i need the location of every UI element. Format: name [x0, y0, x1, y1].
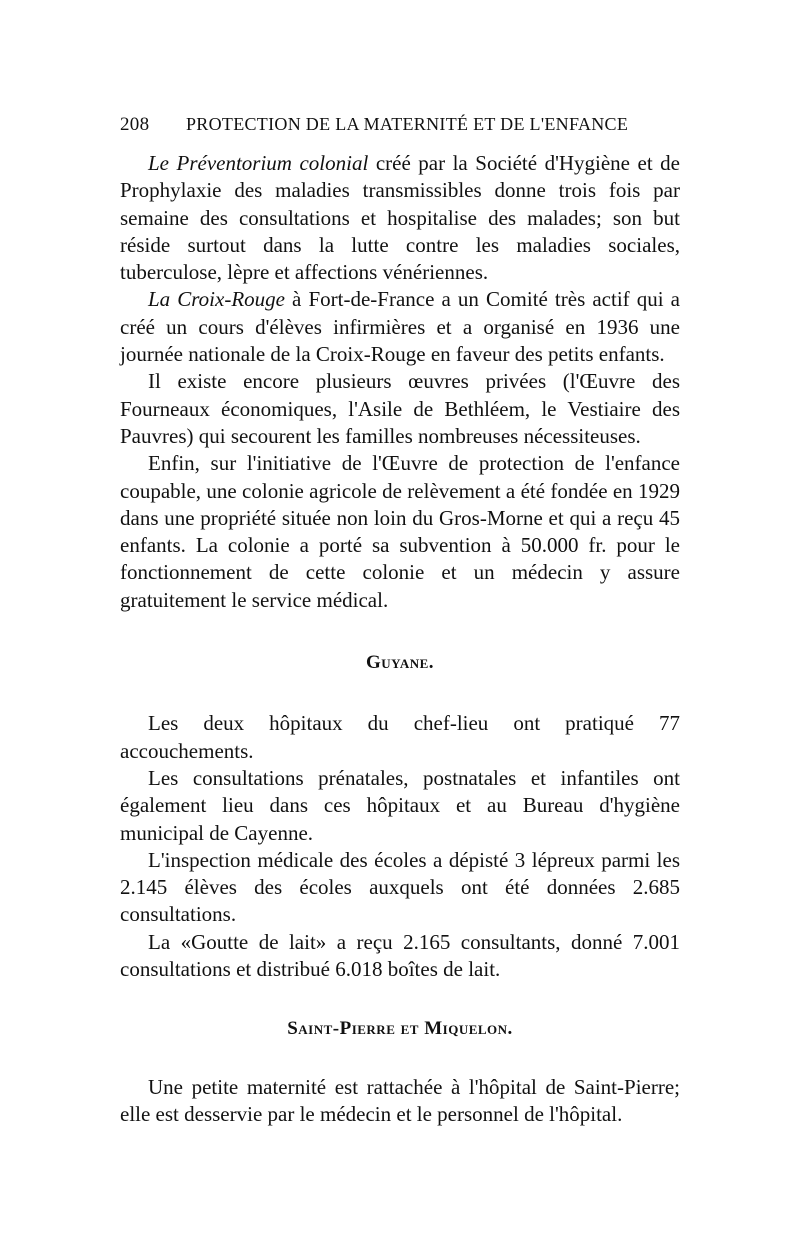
paragraph-croix-rouge — [120, 286, 680, 368]
paragraph-oeuvres-privees: Il existe encore plusieurs œuvres privées (l'Œuvre des Fourneaux économiques, l'Asile de Bethléem, le Vestiaire des Pauvres) qui secourent les familles nombreuses nécessiteuses. — [120, 369, 680, 448]
paragraph-text: à Fort-de-France a un Comité très actif qui a créé un cours d'élèves infirmières et a organisé en 1936 une journée nationale de la Croix-Rouge en faveur des petits enfants. — [120, 287, 680, 367]
paragraph-maternite: Une petite maternité est rattachée à l'hôpital de Saint-Pierre; elle est desservie par le médecin et le personnel de l'hôpital. — [120, 1074, 680, 1126]
page-number: 208 — [120, 114, 150, 135]
running-title: PROTECTION DE LA MATERNITÉ ET DE L'ENFANCE — [186, 114, 629, 134]
paragraph-lead-italic: Le Préventorium colonial — [148, 151, 369, 175]
body-text — [120, 150, 680, 1128]
section-heading-guyane: Guyane. — [365, 652, 435, 674]
running-header — [120, 114, 680, 146]
paragraph-preventorium — [120, 150, 680, 286]
paragraph-colonie-agricole: Enfin, sur l'initiative de l'Œuvre de protection de l'enfance coupable, une colonie agricole de relèvement a été fondée en 1929 dans une propriété située non loin du Gros-Morne et qui a reçu 45 enfants. La colonie a porté sa subvention à 50.000 fr. pour le fonctionnement de cette colonie et un médecin y assure gratuitement le service médical. — [120, 451, 680, 612]
section-heading-saint-pierre-et-miquelon: Saint-Pierre et Miquelon. — [287, 1018, 513, 1040]
paragraph-lead-italic: La Croix-Rouge — [148, 287, 285, 312]
paragraph-goutte-de-lait: La «Goutte de lait» a reçu 2.165 consultants, donné 7.001 consultations et distribué 6.018 boîtes de lait. — [120, 929, 680, 982]
paragraph-hopitaux: Les deux hôpitaux du chef-lieu ont pratiqué 77 accouchements. — [120, 711, 680, 763]
paragraph-inspection-medicale: L'inspection médicale des écoles a dépisté 3 lépreux parmi les 2.145 élèves des écoles auxquels ont été données 2.685 consultations. — [120, 847, 680, 927]
paragraph-consultations: Les consultations prénatales, postnatales et infantiles ont également lieu dans ces hôpitaux et au Bureau d'hygiène municipal de Cayenne. — [120, 765, 680, 845]
paragraph-text: créé par la Société d'Hygiène et de Prophylaxie des maladies transmissibles donne trois fois par semaine des consultations et hospitalise des malades; son but réside surtout dans la lutte contre les maladies sociales, tuberculose, lèpre et affections vénériennes. — [120, 151, 680, 285]
